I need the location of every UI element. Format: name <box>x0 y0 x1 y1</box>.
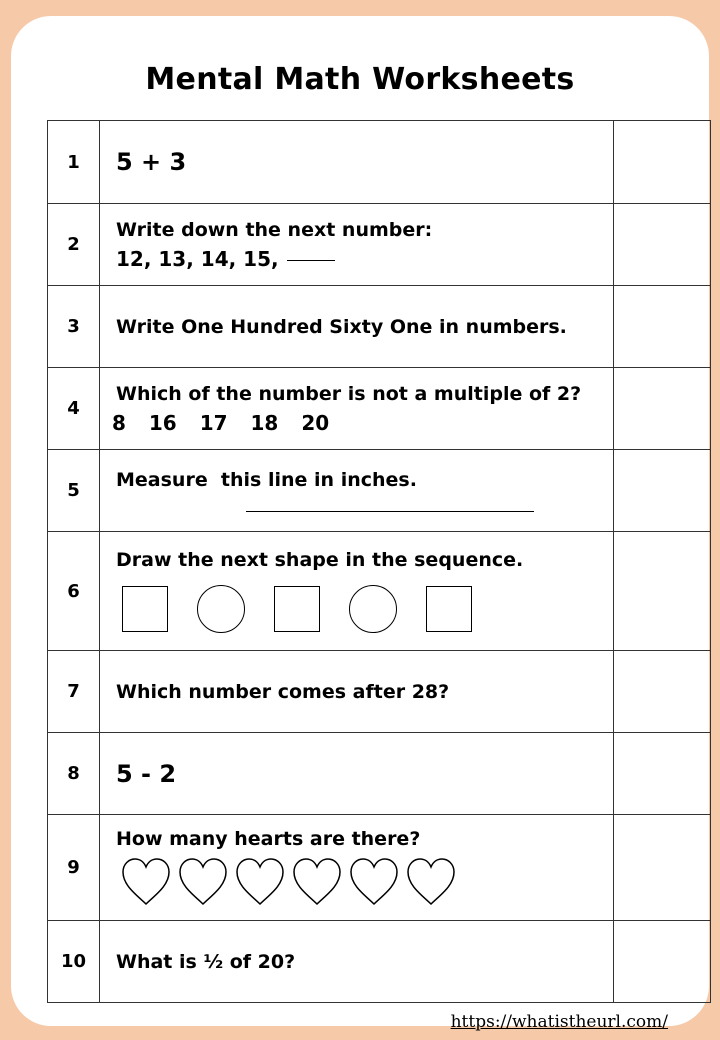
square-shape <box>274 586 320 632</box>
table-row <box>48 815 711 921</box>
question-cell <box>100 450 614 532</box>
heart-icon <box>120 856 172 908</box>
option-value: 8 <box>112 410 126 435</box>
square-shape <box>122 586 168 632</box>
answer-cell[interactable] <box>614 204 711 286</box>
table-row <box>48 121 711 204</box>
question-number: 3 <box>48 286 100 368</box>
answer-cell[interactable] <box>614 368 711 450</box>
question-cell <box>100 532 614 651</box>
heart-icon <box>177 856 229 908</box>
page-title: Mental Math Worksheets <box>145 62 575 97</box>
table-row <box>48 532 711 651</box>
circle-shape <box>197 585 245 633</box>
question-text: Which number comes after 28? <box>116 680 450 703</box>
square-shape <box>426 586 472 632</box>
question-text: Measure this line in inches. <box>116 469 417 491</box>
number-sequence <box>116 247 613 271</box>
answer-cell[interactable] <box>614 286 711 368</box>
answer-cell[interactable] <box>614 450 711 532</box>
table-row <box>48 204 711 286</box>
question-cell <box>100 733 614 815</box>
question-cell <box>100 368 614 450</box>
table-row <box>48 921 711 1003</box>
heart-icon <box>348 856 400 908</box>
worksheet-page <box>11 16 709 1032</box>
question-text: 5 - 2 <box>116 759 177 788</box>
measure-line <box>246 511 534 512</box>
question-cell <box>100 651 614 733</box>
question-cell <box>100 815 614 921</box>
hearts-group <box>120 856 613 908</box>
answer-cell[interactable] <box>614 121 711 204</box>
table-row <box>48 368 711 450</box>
question-number: 6 <box>48 532 100 651</box>
answer-cell[interactable] <box>614 532 711 651</box>
footer-url-link[interactable]: https://whatistheurl.com/ <box>450 1012 668 1032</box>
question-text: Write One Hundred Sixty One in numbers. <box>116 315 567 338</box>
option-value: 17 <box>199 410 228 435</box>
question-cell <box>100 121 614 204</box>
question-text: Draw the next shape in the sequence. <box>116 549 524 571</box>
shape-sequence <box>122 585 613 633</box>
heart-icon <box>291 856 343 908</box>
answer-blank[interactable] <box>287 260 335 261</box>
question-text: What is ½ of 20? <box>116 950 296 973</box>
question-cell <box>100 204 614 286</box>
circle-shape <box>349 585 397 633</box>
question-cell <box>100 286 614 368</box>
question-number: 2 <box>48 204 100 286</box>
questions-table <box>47 120 711 1003</box>
question-number: 4 <box>48 368 100 450</box>
table-row <box>48 733 711 815</box>
answer-cell[interactable] <box>614 921 711 1003</box>
question-text: How many hearts are there? <box>116 827 421 850</box>
answer-cell[interactable] <box>614 651 711 733</box>
question-number: 1 <box>48 121 100 204</box>
option-value: 20 <box>301 410 330 435</box>
sequence-values: 12, 13, 14, 15, <box>116 246 279 271</box>
answer-cell[interactable] <box>614 815 711 921</box>
table-row <box>48 651 711 733</box>
table-row <box>48 286 711 368</box>
heart-icon <box>234 856 286 908</box>
option-value: 16 <box>148 410 177 435</box>
question-number: 5 <box>48 450 100 532</box>
question-number: 8 <box>48 733 100 815</box>
table-row <box>48 450 711 532</box>
question-number: 7 <box>48 651 100 733</box>
question-number: 9 <box>48 815 100 921</box>
question-text: Which of the number is not a multiple of 2? <box>116 382 582 405</box>
question-cell <box>100 921 614 1003</box>
option-value: 18 <box>250 410 279 435</box>
question-text: Write down the next number: <box>116 218 433 241</box>
question-text: 5 + 3 <box>116 148 187 176</box>
question-number: 10 <box>48 921 100 1003</box>
answer-cell[interactable] <box>614 733 711 815</box>
number-options <box>112 411 613 435</box>
heart-icon <box>405 856 457 908</box>
